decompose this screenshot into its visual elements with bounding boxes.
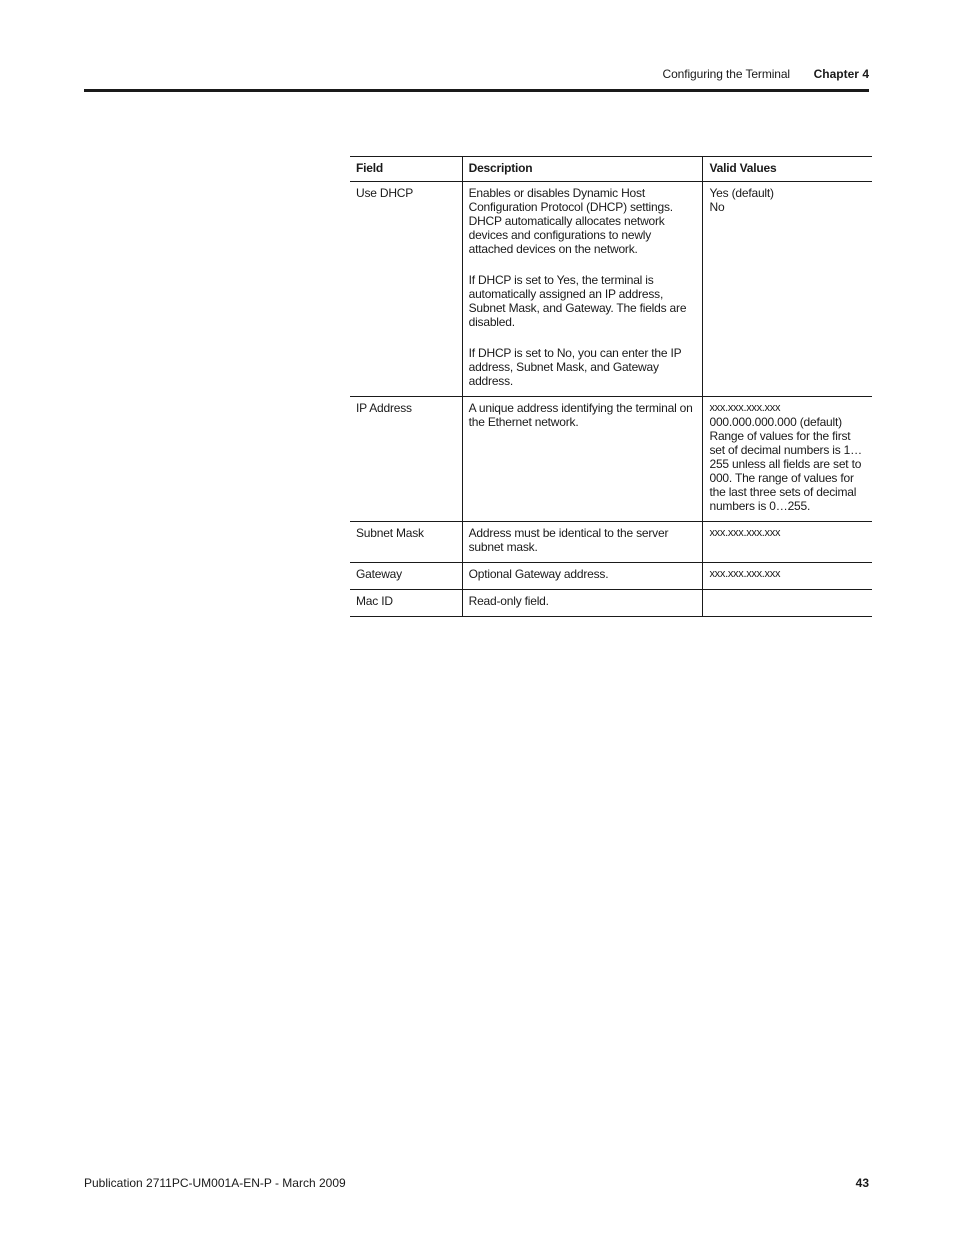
valid-values-cell	[703, 522, 872, 563]
table-row	[350, 397, 872, 522]
description-cell	[462, 522, 703, 563]
settings-table	[350, 156, 872, 617]
valid-value: Range of values for the first set of decimal numbers is 1…255 unless all fields are set to 000. The range of values for the last three sets of decimal numbers is 0…255.	[709, 429, 862, 513]
valid-values-cell	[703, 182, 872, 397]
description-paragraph: Optional Gateway address.	[468, 567, 609, 581]
table-row	[350, 522, 872, 563]
description-paragraph: Address must be identical to the server subnet mask.	[468, 526, 669, 554]
table-row	[350, 590, 872, 617]
column-header-valid-values: Valid Values	[703, 157, 872, 182]
valid-value: No	[709, 200, 725, 214]
valid-values-cell	[703, 397, 872, 522]
page-header	[84, 62, 869, 86]
table-header-row	[350, 157, 872, 182]
valid-value: xxx.xxx.xxx.xxx	[709, 402, 781, 414]
description-paragraph: If DHCP is set to Yes, the terminal is automatically assigned an IP address, Subnet Mask, and Gateway. The fields are disabled.	[468, 273, 687, 329]
description-paragraph: A unique address identifying the terminal on the Ethernet network.	[468, 401, 693, 429]
valid-value: Yes (default)	[709, 186, 774, 200]
table-row	[350, 182, 872, 397]
description-paragraph: Enables or disables Dynamic Host Configuration Protocol (DHCP) settings. DHCP automatically allocates network devices and configurations to newly attached devices on the network.	[468, 186, 673, 256]
publication-id: Publication 2711PC-UM001A-EN-P - March 2009	[84, 1176, 346, 1190]
field-cell: Subnet Mask	[350, 522, 462, 563]
field-cell: IP Address	[350, 397, 462, 522]
valid-values-cell	[703, 590, 872, 617]
description-paragraph: If DHCP is set to No, you can enter the IP address, Subnet Mask, and Gateway address.	[468, 346, 682, 388]
table-row	[350, 563, 872, 590]
description-cell	[462, 563, 703, 590]
valid-value: xxx.xxx.xxx.xxx	[709, 568, 781, 580]
page-number: 43	[855, 1176, 869, 1190]
header-rule	[84, 89, 869, 92]
column-header-field: Field	[350, 157, 462, 182]
section-title: Configuring the Terminal	[662, 67, 790, 81]
description-cell	[462, 397, 703, 522]
field-cell: Gateway	[350, 563, 462, 590]
column-header-description: Description	[462, 157, 703, 182]
field-cell: Use DHCP	[350, 182, 462, 397]
valid-values-cell	[703, 563, 872, 590]
description-cell	[462, 182, 703, 397]
valid-value: 000.000.000.000 (default)	[709, 415, 842, 429]
field-cell: Mac ID	[350, 590, 462, 617]
description-paragraph: Read-only field.	[468, 594, 549, 608]
valid-value: xxx.xxx.xxx.xxx	[709, 527, 781, 539]
description-cell	[462, 590, 703, 617]
chapter-label: Chapter 4	[813, 67, 869, 81]
